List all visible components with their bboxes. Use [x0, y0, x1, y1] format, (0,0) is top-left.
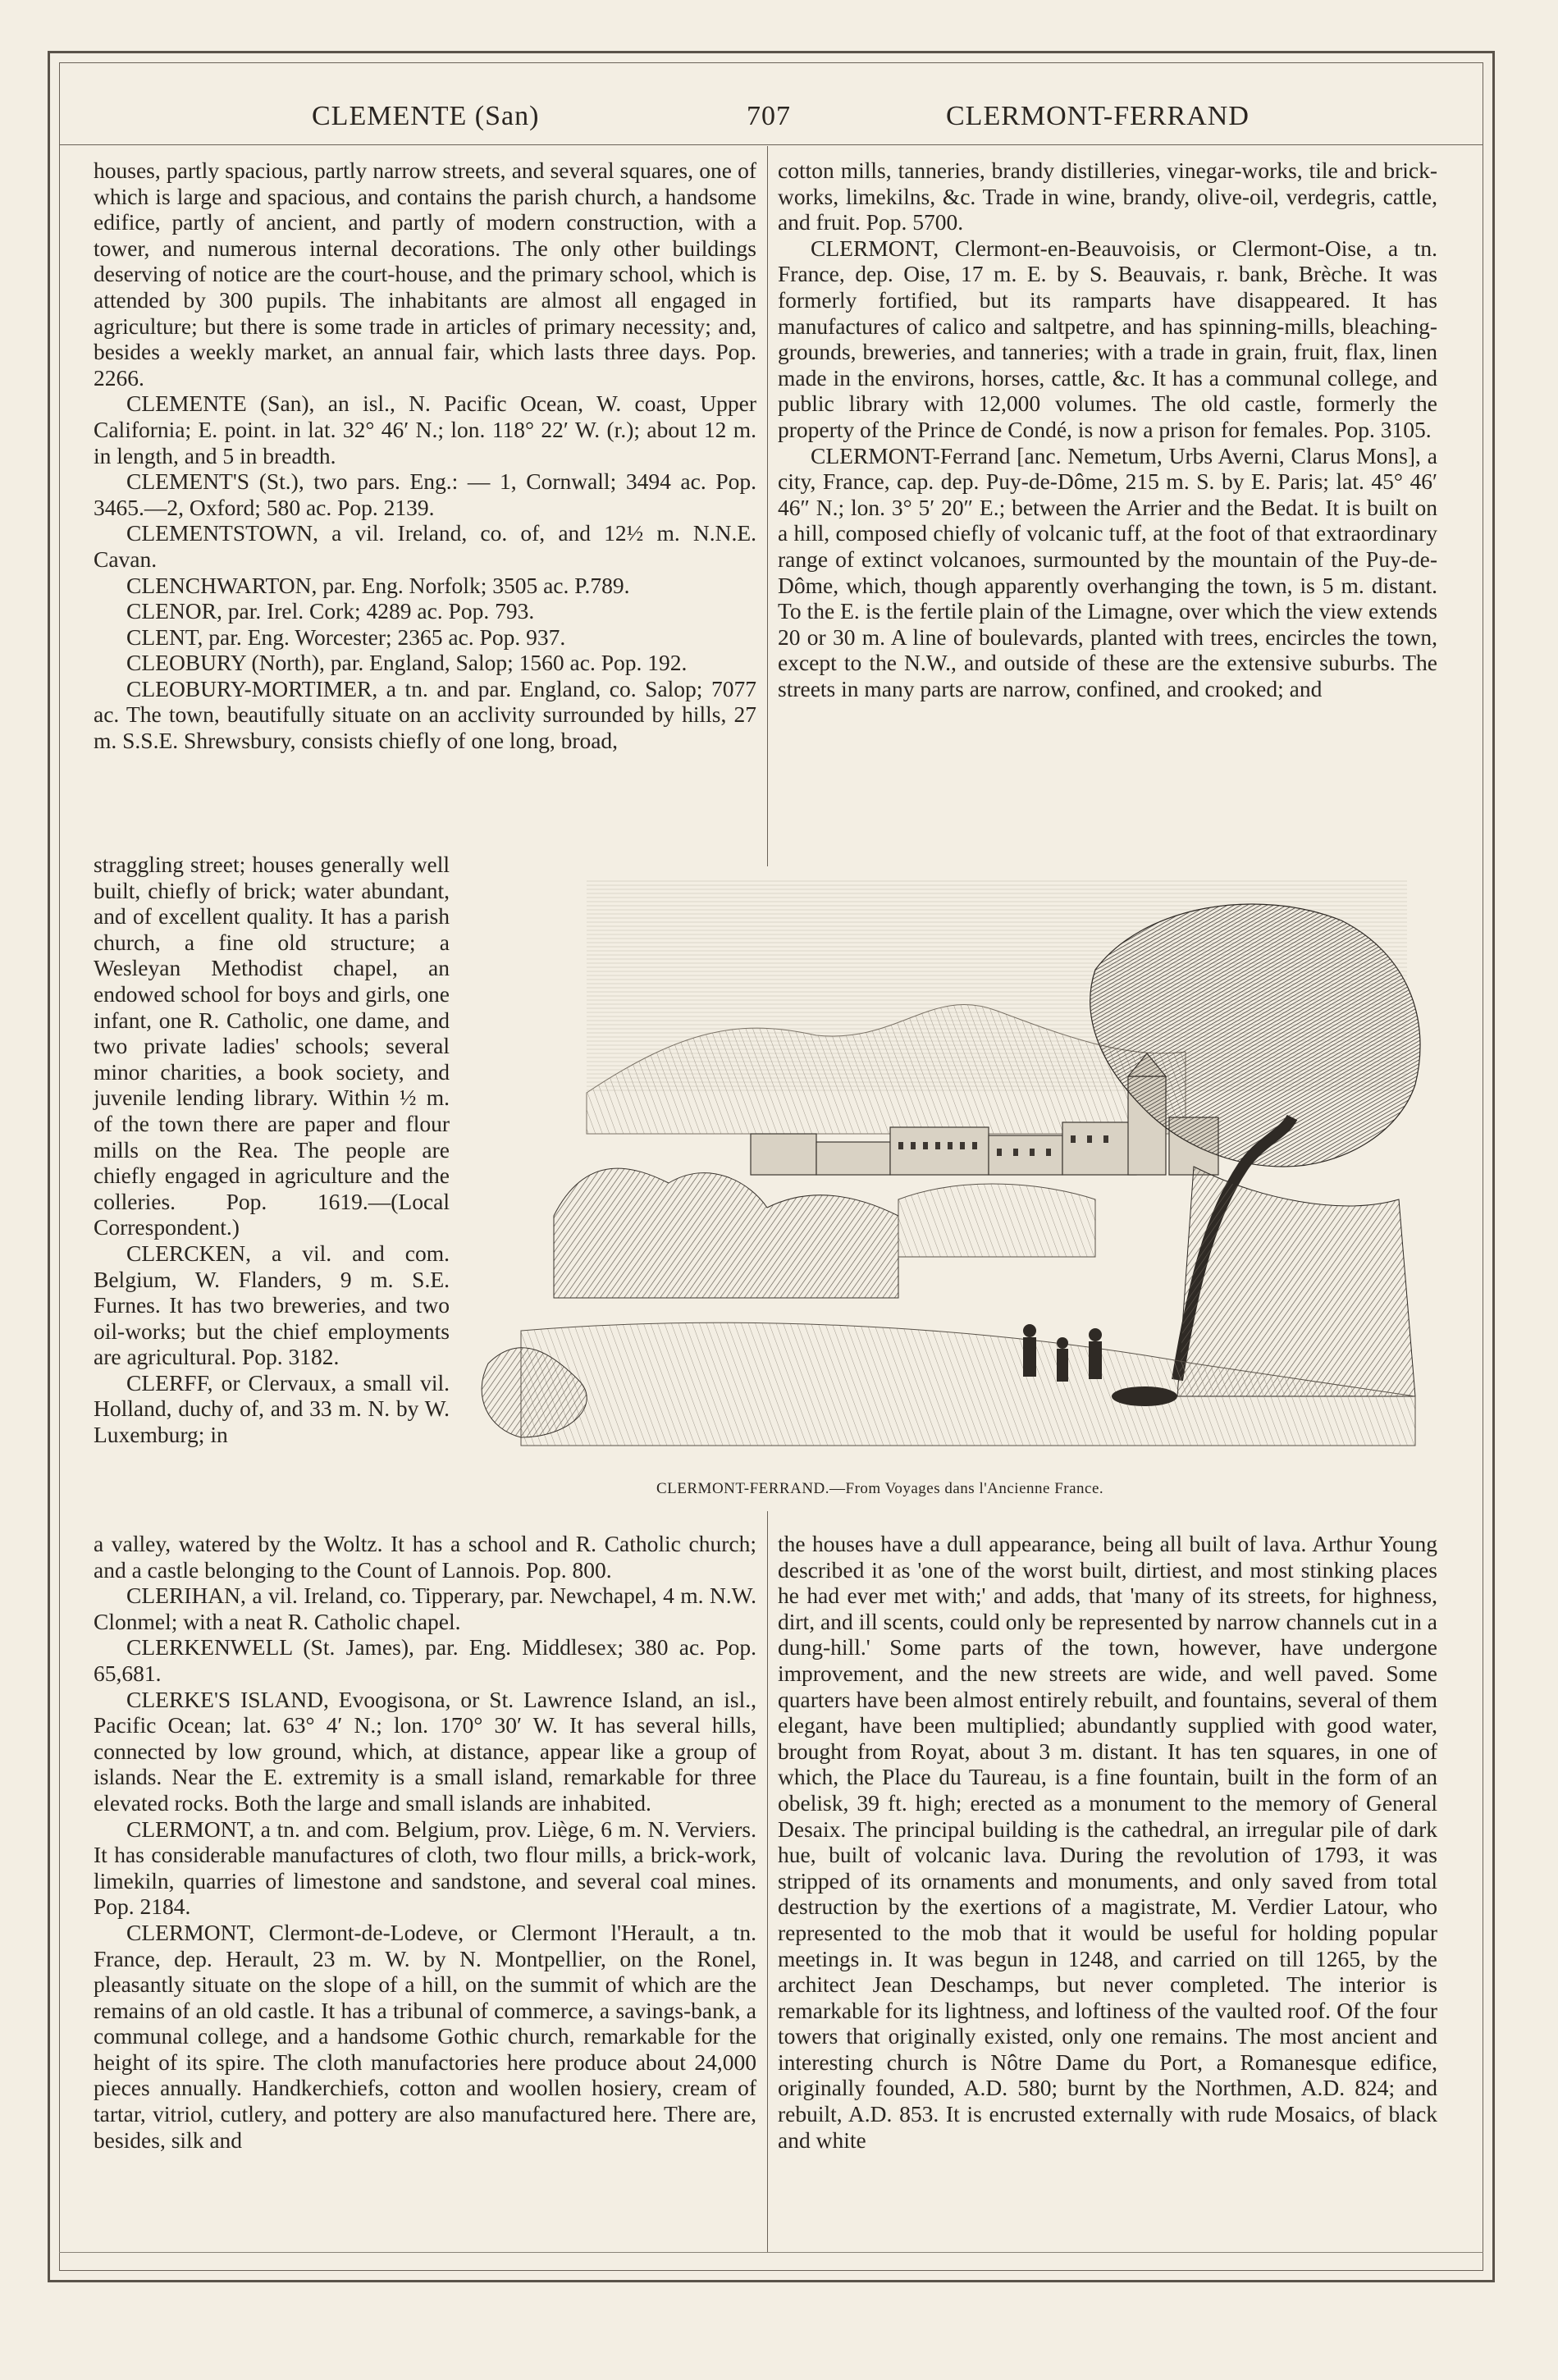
column-divider-lower [767, 1511, 768, 2252]
entry-clerkenwell: CLERKENWELL (St. James), par. Eng. Middlesex; 380 ac. Pop. 65,681. [94, 1634, 756, 1686]
header-rule [59, 144, 1483, 145]
entry-cleobury-mortimer: CLEOBURY-MORTIMER, a tn. and par. England, co. Salop; 7077 ac. The town, beautifully situate on an acclivity surrounded by hills, 27 m. S.S.E. Shrewsbury, consists chiefly of one long, broad, [94, 675, 756, 754]
entry-clermont-belgium: CLERMONT, a tn. and com. Belgium, prov. Liège, 6 m. N. Verviers. It has considerable manufactures of cloth, two flour mills, a brick-work, limekiln, quarries of limestone and sandstone, and several coal mines. Pop. 2184. [94, 1816, 756, 1920]
entry-clenor: CLENOR, par. Irel. Cork; 4289 ac. Pop. 793. [126, 598, 535, 624]
clermont-ferrand-engraving [472, 871, 1440, 1470]
entry-clercken: CLERCKEN, a vil. and com. Belgium, W. Flanders, 9 m. S.E. Furnes. It has two breweries, and two oil-works; but the chief employments are agricultural. Pop. 3182. [94, 1240, 450, 1370]
entry-text: the houses have a dull appearance, being all built of lava. Arthur Young described it as 'one of the worst built, dirtiest, and most stinking places he had ever met with;' and adds, that 'many of its streets, for highness, dirt, and ill scents, could only be represented by narrow channels cut in a dung-hill.' Some parts of the town, however, have undergone improvement, and the new streets are wide, and well paved. Some quarters have been almost entirely rebuilt, and fountains, several of them elegant, have been multiplied; abundantly supplied with good water, brought from Royat, about 3 m. distant. It has ten squares, in one of which, the Place du Taureau, is a fine fountain, built in the form of an obelisk, 39 ft. high; erected as a monument to the memory of General Desaix. The principal building is the cathedral, an irregular pile of dark hue, built of volcanic lava. During the revolution of 1793, it was stripped of its ornaments and monuments, and only saved from total destruction by the exertions of a magistrate, M. Verdier Latour, who represented to the mob that it would be useful for holding popular meetings in. It was begun in 1248, and carried on till 1265, by the architect Jean Deschamps, but never completed. The interior is remarkable for its lightness, and loftiness of the vaulted roof. Of the four towers that originally existed, only one remains. The most ancient and interesting church is Nôtre Dame du Port, a Romanesque edifice, originally founded, A.D. 580; burnt by the Northmen, A.D. 824; and rebuilt, A.D. 853. It is encrusted externally with rude Mosaics, of black and white [778, 1531, 1437, 2153]
entry-clermont-ferrand: CLERMONT-Ferrand [anc. Nemetum, Urbs Averni, Clarus Mons], a city, France, cap. dep. Puy-de-Dôme, 215 m. S. by E. Paris; lat. 45° 46′ 46″ N.; lon. 3° 5′ 20″ E.; between the Arrier and the Bedat. It is built on a hill, composed chiefly of volcanic tuff, at the foot of that extraordinary range of extinct volcanoes, surmounted by the mountain of the Puy-de-Dôme, which, though apparently overhanging the town, is 5 m. distant. To the E. is the fertile plain of the Limagne, over which the view extends 20 or 30 m. A line of boulevards, planted with trees, encircles the town, except to the N.W., and outside of these are the extensive suburbs. The streets in many parts are narrow, confined, and crooked; and [778, 442, 1437, 701]
right-column-bottom [778, 1531, 1437, 2153]
right-column-top [778, 158, 1437, 701]
entry-clermont-oise: CLERMONT, Clermont-en-Beauvoisis, or Clermont-Oise, a tn. France, dep. Oise, 17 m. E. by S. Beauvais, r. bank, Brèche. It was formerly fortified, but its ramparts have disappeared. It has manufactures of calico and saltpetre, and has spinning-mills, bleaching-grounds, breweries, and tanneries; with a trade in grain, fruit, flax, linen made in the environs, horses, cattle, &c. It has a communal college, and public library with 12,000 volumes. The old castle, formerly the property of the Prince de Condé, is now a prison for females. Pop. 3105. [778, 235, 1437, 442]
page-number: 707 [747, 101, 791, 131]
column-divider-upper [767, 146, 768, 866]
entry-text: a valley, watered by the Woltz. It has a school and R. Catholic church; and a castle belonging to the Count of Lannois. Pop. 800. [94, 1531, 756, 1583]
entry-text: houses, partly spacious, partly narrow streets, and several squares, one of which is large and spacious, and contains the parish church, a handsome edifice, partly of ancient, and partly of modern construction, with a tower, and numerous internal decorations. The only other buildings deserving of notice are the court-house, and the primary school, which is attended by 300 pupils. The inhabitants are almost all engaged in agriculture; but there is some trade in articles of primary necessity; and, besides a weekly market, an annual fair, which lasts three days. Pop. 2266. [94, 158, 756, 391]
entry-clenchwarton: CLENCHWARTON, par. Eng. Norfolk; 3505 ac. P.789. [126, 572, 630, 598]
left-column-bottom [94, 1531, 756, 2153]
entry-clerihan: CLERIHAN, a vil. Ireland, co. Tipperary, par. Newchapel, 4 m. N.W. Clonmel; with a neat R. Catholic chapel. [94, 1583, 756, 1634]
entry-clermont-herault: CLERMONT, Clermont-de-Lodeve, or Clermont l'Herault, a tn. France, dep. Herault, 23 m. W. by N. Montpellier, on the Ronel, pleasantly situate on the slope of a hill, on the summit of which are the remains of an old castle. It has a tribunal of commerce, a savings-bank, a communal college, and a handsome Gothic church, remarkable for the height of its spire. The cloth manufactories here produce about 24,000 pieces annually. Handkerchiefs, cotton and woollen hosiery, cream of tartar, vitriol, cutlery, and pottery are also manufactured here. There are, besides, silk and [94, 1919, 756, 2153]
entry-clementstown: CLEMENTSTOWN, a vil. Ireland, co. of, and 12½ m. N.N.E. Cavan. [94, 520, 756, 572]
entry-cleobury-north: CLEOBURY (North), par. England, Salop; 1560 ac. Pop. 192. [126, 650, 688, 676]
left-column-narrow [94, 852, 450, 1448]
entry-clent: CLENT, par. Eng. Worcester; 2365 ac. Pop. 937. [126, 624, 566, 650]
entry-clerkes-island: CLERKE'S ISLAND, Evoogisona, or St. Lawrence Island, an isl., Pacific Ocean; lat. 63° 4′ N.; lon. 170° 30′ W. It has several hills, connected by low ground, which, at distance, appear like a group of islands. Near the E. extremity is a small island, remarkable for three elevated rocks. Both the large and small islands are inhabited. [94, 1686, 756, 1816]
running-head-right: CLERMONT-FERRAND [946, 101, 1250, 131]
entry-clerff: CLERFF, or Clervaux, a small vil. Holland, duchy of, and 33 m. N. by W. Luxemburg; in [94, 1369, 450, 1448]
entry-clemente: CLEMENTE (San), an isl., N. Pacific Ocean, W. coast, Upper California; E. point. in lat. 32° 46′ N.; lon. 118° 22′ W. (r.); about 12 m. in length, and 5 in breadth. [94, 391, 756, 468]
entry-text: straggling street; houses generally well built, chiefly of brick; water abundant, and of excellent quality. It has a parish church, a fine old structure; a Wesleyan Methodist chapel, an endowed school for boys and girls, one infant, one R. Catholic, one dame, and two private ladies' schools; several minor charities, a book society, and juvenile lending library. Within ½ m. of the town there are paper and flour mills on the Rea. The people are chiefly engaged in agriculture and the colleries. Pop. 1619.—(Local Correspondent.) [94, 852, 450, 1240]
left-column-top [94, 158, 756, 754]
bottom-rule [59, 2252, 1483, 2253]
entry-text: cotton mills, tanneries, brandy distilleries, vinegar-works, tile and brick-works, limekilns, &c. Trade in wine, brandy, olive-oil, verdegris, cattle, and fruit. Pop. 5700. [778, 158, 1437, 235]
entry-clements: CLEMENT'S (St.), two pars. Eng.: — 1, Cornwall; 3494 ac. Pop. 3465.—2, Oxford; 580 ac. Pop. 2139. [94, 468, 756, 520]
illustration-caption: CLERMONT-FERRAND.—From Voyages dans l'Ancienne France. [656, 1480, 1104, 1497]
running-head-left: CLEMENTE (San) [312, 101, 540, 131]
